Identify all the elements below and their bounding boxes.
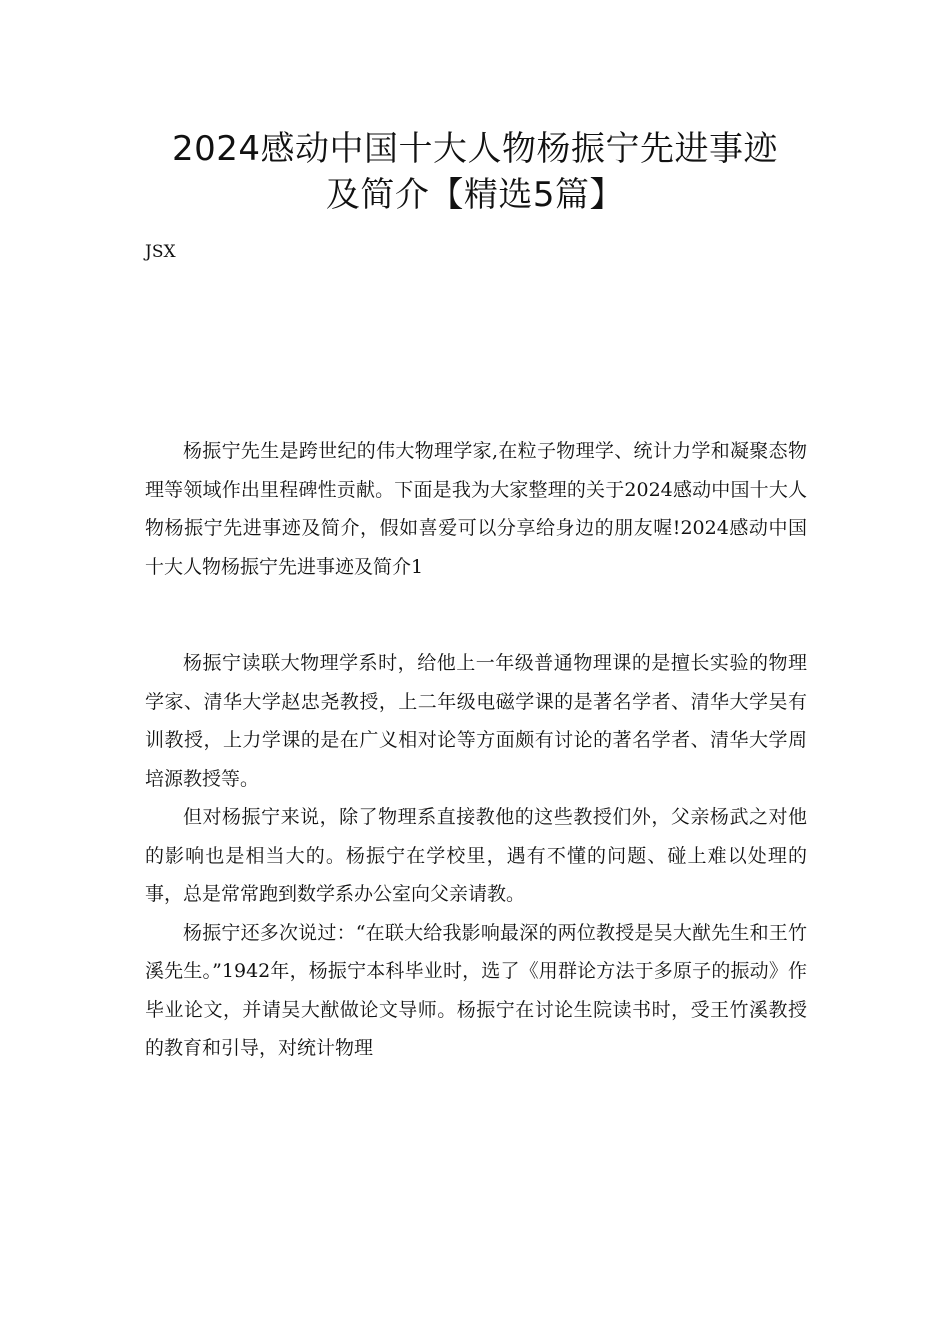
document-title-line-1: 2024感动中国十大人物杨振宁先进事迹: [171, 129, 779, 169]
document-body: [145, 432, 807, 1068]
paragraph: 但对杨振宁来说，除了物理系直接教他的这些教授们外，父亲杨武之对他的影响也是相当大的。杨振宁在学校里，遇有不懂的问题、碰上难以处理的事，总是常常跑到数学系办公室向父亲请教。: [145, 806, 807, 905]
document-title-line-2: 及简介【精选5篇】: [325, 175, 625, 215]
paragraph: 杨振宁还多次说过：“在联大给我影响最深的两位教授是吴大猷先生和王竹溪先生。”1942年，杨振宁本科毕业时，选了《用群论方法于多原子的振动》作毕业论文，并请吴大猷做论文导师。杨振宁在讨论生院读书时，受王竹溪教授的教育和引导，对统计物理: [145, 921, 807, 1059]
paragraph: 杨振宁先生是跨世纪的伟大物理学家,在粒子物理学、统计力学和凝聚态物理等领域作出里程碑性贡献。下面是我为大家整理的关于2024感动中国十大人物杨振宁先进事迹及简介，假如喜爱可以分享给身边的朋友喔!2024感动中国十大人物杨振宁先进事迹及简介1: [145, 440, 807, 578]
author-label: JSX: [145, 242, 176, 262]
paragraph: 杨振宁读联大物理学系时，给他上一年级普通物理课的是擅长实验的物理学家、清华大学赵忠尧教授，上二年级电磁学课的是著名学者、清华大学吴有训教授，上力学课的是在广义相对论等方面颇有讨论的著名学者、清华大学周培源教授等。: [145, 652, 807, 790]
document-title: [120, 126, 830, 218]
